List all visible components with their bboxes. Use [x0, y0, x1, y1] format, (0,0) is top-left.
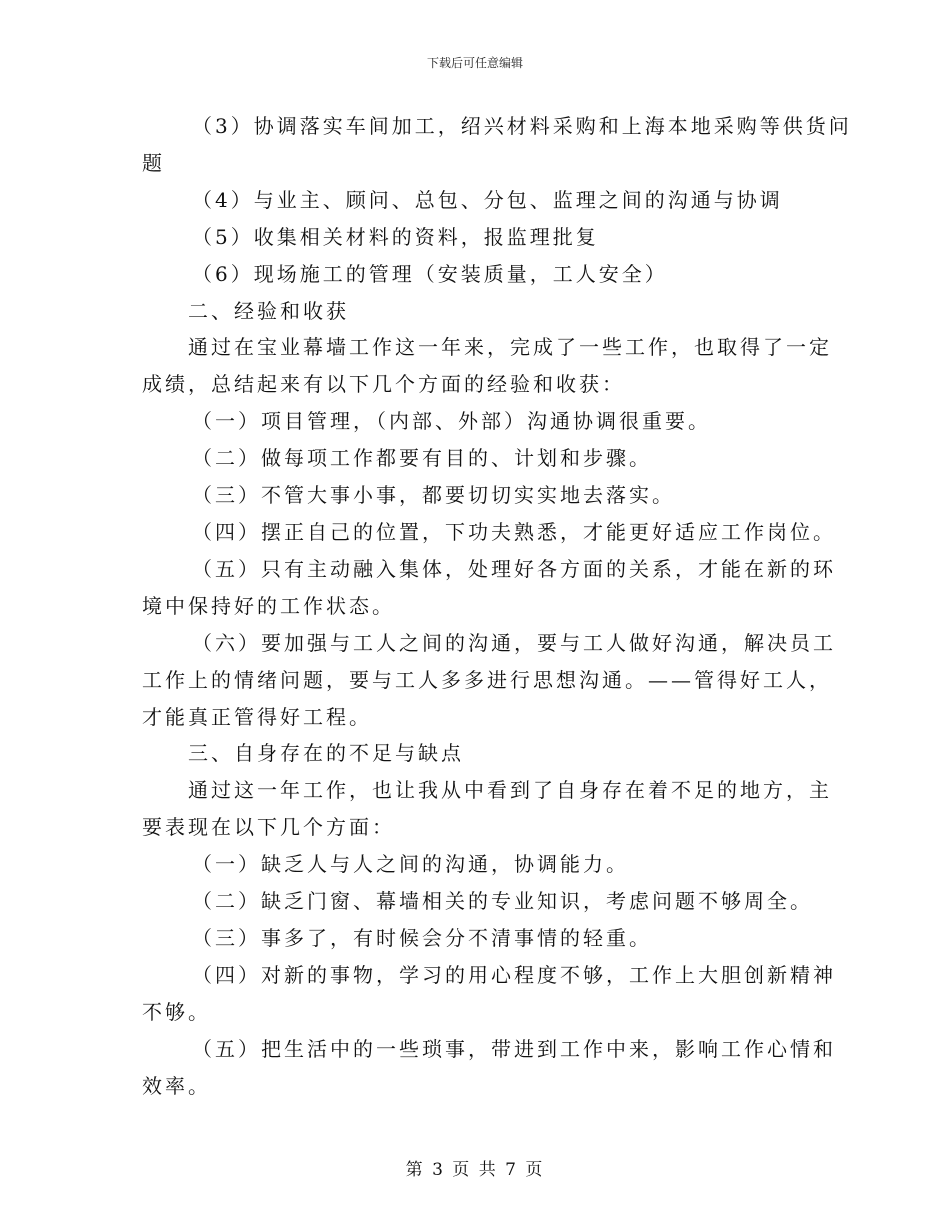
paragraph-line: 要表现在以下几个方面： — [142, 815, 395, 840]
list-item: （三）事多了，有时候会分不清事情的轻重。 — [192, 925, 652, 950]
list-item: （五）只有主动融入集体，处理好各方面的关系，才能在新的环 — [192, 556, 836, 581]
paragraph-line: 才能真正管得好工程。 — [142, 704, 372, 729]
list-item: （六）要加强与工人之间的沟通，要与工人做好沟通，解决员工 — [192, 630, 836, 655]
paragraph-line: （6）现场施工的管理（安装质量，工人安全） — [192, 261, 668, 286]
list-item: （四）对新的事物，学习的用心程度不够，工作上大胆创新精神 — [192, 962, 836, 987]
paragraph-line: 境中保持好的工作状态。 — [142, 593, 395, 618]
section-heading: 二、经验和收获 — [188, 298, 349, 323]
paragraph-line: 通过在宝业幕墙工作这一年来，完成了一些工作，也取得了一定 — [188, 335, 832, 360]
list-item: （一）项目管理，（内部、外部）沟通协调很重要。 — [192, 409, 711, 434]
paragraph-line: 题 — [142, 150, 165, 175]
paragraph-line: （5）收集相关材料的资料，报监理批复 — [192, 224, 599, 249]
paragraph-line: 成绩，总结起来有以下几个方面的经验和收获： — [142, 372, 625, 397]
paragraph-line: （4）与业主、顾问、总包、分包、监理之间的沟通与协调 — [192, 187, 783, 212]
page-header: 下载后可任意编辑 — [426, 56, 523, 70]
section-heading: 三、自身存在的不足与缺点 — [188, 741, 464, 766]
list-item: （五）把生活中的一些琐事，带进到工作中来，影响工作心情和 — [192, 1036, 836, 1061]
paragraph-line: 效率。 — [142, 1073, 211, 1098]
list-item: （二）做每项工作都要有目的、计划和步骤。 — [192, 446, 652, 471]
list-item: （二）缺乏门窗、幕墙相关的专业知识，考虑问题不够周全。 — [192, 889, 813, 914]
list-item: （三）不管大事小事，都要切切实实地去落实。 — [192, 483, 675, 508]
document-body — [142, 108, 852, 1104]
paragraph-line: 工作上的情绪问题，要与工人多多进行思想沟通。——管得好工人， — [142, 667, 832, 692]
list-item: （一）缺乏人与人之间的沟通，协调能力。 — [192, 852, 629, 877]
paragraph-line: （3）协调落实车间加工，绍兴材料采购和上海本地采购等供货问 — [192, 114, 852, 138]
page-number-footer: 第 3 页 共 7 页 — [405, 1160, 545, 1180]
paragraph-line: 不够。 — [142, 999, 211, 1024]
paragraph-line: 通过这一年工作，也让我从中看到了自身存在着不足的地方，主 — [188, 778, 832, 803]
list-item: （四）摆正自己的位置，下功夫熟悉，才能更好适应工作岗位。 — [192, 519, 836, 544]
